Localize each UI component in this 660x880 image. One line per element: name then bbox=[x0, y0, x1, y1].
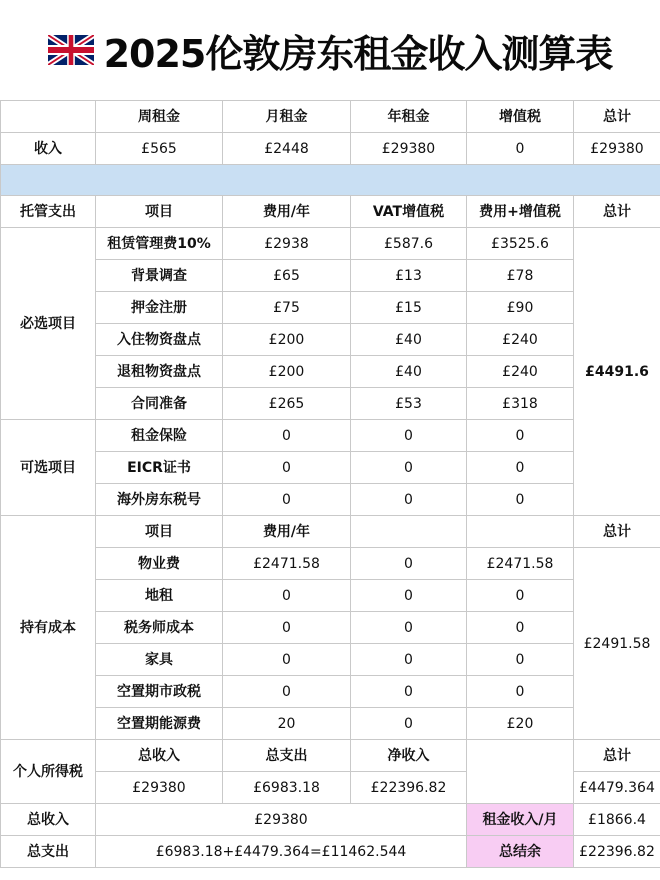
fee-value: 20 bbox=[223, 708, 351, 740]
fee-value: £2938 bbox=[223, 228, 351, 260]
item-name: 空置期能源费 bbox=[96, 708, 223, 740]
vat-value: £13 bbox=[351, 260, 467, 292]
fee-value: £75 bbox=[223, 292, 351, 324]
fee-vat-value: 0 bbox=[467, 420, 574, 452]
fee-vat-value: £240 bbox=[467, 324, 574, 356]
monthly-rent-value: £2448 bbox=[223, 133, 351, 165]
total-header: 总计 bbox=[574, 516, 660, 548]
table-row bbox=[1, 612, 660, 644]
item-header: 项目 bbox=[96, 516, 223, 548]
table-row bbox=[1, 324, 660, 356]
total-expense-label: 总支出 bbox=[1, 836, 96, 868]
empty-cell bbox=[467, 740, 574, 804]
fee-value: 0 bbox=[223, 644, 351, 676]
vat-value: 0 bbox=[467, 133, 574, 165]
item-name: 押金注册 bbox=[96, 292, 223, 324]
vat-value: 0 bbox=[351, 580, 467, 612]
net-balance-label: 总结余 bbox=[467, 836, 574, 868]
fee-vat-value: £3525.6 bbox=[467, 228, 574, 260]
custody-header-row bbox=[1, 196, 660, 228]
item-name: 海外房东税号 bbox=[96, 484, 223, 516]
summary-expense-row bbox=[1, 836, 660, 868]
item-name: 退租物资盘点 bbox=[96, 356, 223, 388]
fee-value: 0 bbox=[223, 612, 351, 644]
vat-header: 增值税 bbox=[467, 101, 574, 133]
tax-total-value: £4479.364 bbox=[574, 772, 660, 804]
net-income-header: 净收入 bbox=[351, 740, 467, 772]
holding-header-row bbox=[1, 516, 660, 548]
vat-value: £53 bbox=[351, 388, 467, 420]
vat-value: 0 bbox=[351, 644, 467, 676]
fee-vat-value: 0 bbox=[467, 452, 574, 484]
vat-header: VAT增值税 bbox=[351, 196, 467, 228]
monthly-rent-income-label: 租金收入/月 bbox=[467, 804, 574, 836]
empty-cell bbox=[467, 516, 574, 548]
vat-value: £40 bbox=[351, 356, 467, 388]
fee-vat-value: 0 bbox=[467, 484, 574, 516]
gross-expense-header: 总支出 bbox=[223, 740, 351, 772]
uk-flag-icon bbox=[48, 35, 94, 65]
table-row bbox=[1, 228, 660, 260]
band-cell bbox=[1, 165, 660, 196]
rent-calculation-table bbox=[0, 100, 660, 868]
optional-items-label: 可选项目 bbox=[1, 420, 96, 516]
total-header: 总计 bbox=[574, 196, 660, 228]
item-name: 物业费 bbox=[96, 548, 223, 580]
table-row bbox=[1, 356, 660, 388]
total-header: 总计 bbox=[574, 101, 660, 133]
table-row bbox=[1, 452, 660, 484]
total-expense-formula: £6983.18+£4479.364=£11462.544 bbox=[96, 836, 467, 868]
total-income-label: 总收入 bbox=[1, 804, 96, 836]
gross-income-header: 总收入 bbox=[96, 740, 223, 772]
annual-rent-header: 年租金 bbox=[351, 101, 467, 133]
item-name: 租赁管理费10% bbox=[96, 228, 223, 260]
weekly-rent-header: 周租金 bbox=[96, 101, 223, 133]
table-row bbox=[1, 708, 660, 740]
tax-header-row bbox=[1, 740, 660, 772]
vat-value: 0 bbox=[351, 452, 467, 484]
fee-vat-value: 0 bbox=[467, 676, 574, 708]
annual-fee-header: 费用/年 bbox=[223, 516, 351, 548]
empty-cell bbox=[351, 516, 467, 548]
annual-fee-header: 费用/年 bbox=[223, 196, 351, 228]
fee-vat-value: 0 bbox=[467, 644, 574, 676]
fee-value: £200 bbox=[223, 324, 351, 356]
annual-rent-value: £29380 bbox=[351, 133, 467, 165]
weekly-rent-value: £565 bbox=[96, 133, 223, 165]
fee-vat-value: £318 bbox=[467, 388, 574, 420]
fee-value: £265 bbox=[223, 388, 351, 420]
vat-value: £587.6 bbox=[351, 228, 467, 260]
fee-plus-vat-header: 费用+增值税 bbox=[467, 196, 574, 228]
net-balance-value: £22396.82 bbox=[574, 836, 660, 868]
fee-vat-value: £2471.58 bbox=[467, 548, 574, 580]
fee-value: 0 bbox=[223, 580, 351, 612]
fee-value: 0 bbox=[223, 484, 351, 516]
required-items-label: 必选项目 bbox=[1, 228, 96, 420]
empty-cell bbox=[1, 101, 96, 133]
income-header-row bbox=[1, 101, 660, 133]
table-row bbox=[1, 548, 660, 580]
gross-income-value: £29380 bbox=[96, 772, 223, 804]
summary-income-row bbox=[1, 804, 660, 836]
fee-value: £200 bbox=[223, 356, 351, 388]
table-row bbox=[1, 420, 660, 452]
table-row bbox=[1, 292, 660, 324]
fee-vat-value: £240 bbox=[467, 356, 574, 388]
item-name: 地租 bbox=[96, 580, 223, 612]
separator-band bbox=[1, 165, 660, 196]
fee-vat-value: £78 bbox=[467, 260, 574, 292]
fee-value: 0 bbox=[223, 420, 351, 452]
vat-value: 0 bbox=[351, 612, 467, 644]
table-row bbox=[1, 388, 660, 420]
item-header: 项目 bbox=[96, 196, 223, 228]
item-name: 空置期市政税 bbox=[96, 676, 223, 708]
vat-value: 0 bbox=[351, 548, 467, 580]
fee-value: 0 bbox=[223, 452, 351, 484]
page-title: 2025伦敦房东租金收入测算表 bbox=[103, 31, 613, 76]
vat-value: 0 bbox=[351, 708, 467, 740]
vat-value: 0 bbox=[351, 420, 467, 452]
item-name: 税务师成本 bbox=[96, 612, 223, 644]
fee-vat-value: £90 bbox=[467, 292, 574, 324]
custody-label: 托管支出 bbox=[1, 196, 96, 228]
table-row bbox=[1, 484, 660, 516]
item-name: 家具 bbox=[96, 644, 223, 676]
holding-cost-label: 持有成本 bbox=[1, 516, 96, 740]
vat-value: 0 bbox=[351, 676, 467, 708]
fee-vat-value: 0 bbox=[467, 612, 574, 644]
fee-value: 0 bbox=[223, 676, 351, 708]
holding-total-value: £2491.58 bbox=[574, 548, 660, 740]
item-name: 背景调查 bbox=[96, 260, 223, 292]
income-row bbox=[1, 133, 660, 165]
custody-total-value: £4491.6 bbox=[574, 228, 660, 516]
table-row bbox=[1, 676, 660, 708]
income-tax-label: 个人所得税 bbox=[1, 740, 96, 804]
total-income-value: £29380 bbox=[96, 804, 467, 836]
table-row bbox=[1, 644, 660, 676]
vat-value: £15 bbox=[351, 292, 467, 324]
item-name: 入住物资盘点 bbox=[96, 324, 223, 356]
income-label: 收入 bbox=[1, 133, 96, 165]
total-header: 总计 bbox=[574, 740, 660, 772]
vat-value: £40 bbox=[351, 324, 467, 356]
item-name: EICR证书 bbox=[96, 452, 223, 484]
monthly-rent-header: 月租金 bbox=[223, 101, 351, 133]
page-header bbox=[0, 0, 660, 100]
fee-value: £2471.58 bbox=[223, 548, 351, 580]
table-row bbox=[1, 260, 660, 292]
net-income-value: £22396.82 bbox=[351, 772, 467, 804]
fee-vat-value: £20 bbox=[467, 708, 574, 740]
fee-vat-value: 0 bbox=[467, 580, 574, 612]
income-total-value: £29380 bbox=[574, 133, 660, 165]
fee-value: £65 bbox=[223, 260, 351, 292]
item-name: 合同准备 bbox=[96, 388, 223, 420]
item-name: 租金保险 bbox=[96, 420, 223, 452]
vat-value: 0 bbox=[351, 484, 467, 516]
table-row bbox=[1, 580, 660, 612]
monthly-rent-income-value: £1866.4 bbox=[574, 804, 660, 836]
gross-expense-value: £6983.18 bbox=[223, 772, 351, 804]
